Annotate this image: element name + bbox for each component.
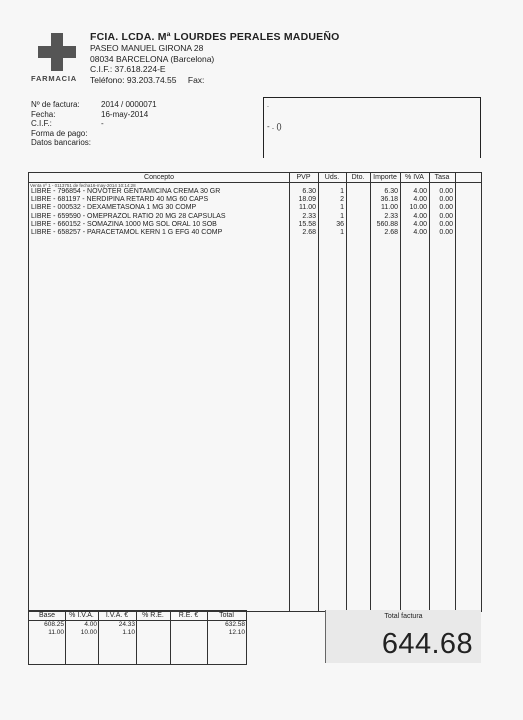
item-rows [29, 188, 481, 237]
company-phone: Teléfono: 93.203.74.55 [90, 74, 177, 85]
company-cif: C.I.F.: 37.618.224-E [90, 64, 166, 75]
sale-reference: Venta nº 1 - 0113751 de fecha16-may-2014 10:14:28 [30, 183, 136, 188]
items-table [28, 172, 482, 612]
table-row [29, 196, 481, 204]
invoice-cif: - [101, 119, 104, 128]
item-tasa: 0.00 [439, 188, 453, 195]
invoice-info [31, 100, 157, 148]
item-tasa: 0.00 [439, 228, 453, 236]
column-divider [429, 173, 430, 611]
item-concepto: LIBRE - 796854 - NOVOTER GENTAMICINA CREMA 30 GR [31, 188, 221, 195]
logo-text: FARMACIA [31, 74, 77, 83]
item-pvp: 2.68 [302, 228, 316, 236]
column-header-total: Total [219, 612, 234, 619]
client-line-2: - . () [267, 122, 282, 131]
column-header-re-pct: % R.E. [142, 612, 164, 619]
item-iva: 4.00 [413, 228, 427, 236]
tax-iva-pct: 10.00 [80, 629, 97, 636]
column-header-pvp: PVP [296, 174, 311, 181]
item-uds: 36 [336, 220, 344, 228]
column-header-base: Base [39, 612, 55, 619]
tax-total: 632.58 [225, 621, 245, 628]
item-iva: 10.00 [409, 204, 427, 212]
item-iva: 4.00 [413, 220, 427, 228]
redaction-mask [267, 115, 479, 145]
tax-base: 608.25 [44, 621, 64, 628]
item-importe: 2.68 [384, 228, 398, 236]
column-header-iva-pct: % I.V.A. [69, 612, 94, 619]
item-uds: 2 [340, 196, 344, 204]
table-row [29, 188, 481, 196]
table-row [29, 213, 481, 221]
invoice-date: 16-may-2014 [101, 109, 149, 119]
item-iva: 4.00 [413, 196, 427, 204]
column-header-dto: Dto. [351, 174, 365, 181]
column-header-concepto: Concepto [144, 174, 174, 181]
invoice-cif-label: C.I.F.: [31, 119, 52, 128]
column-header-tasa: Tasa [434, 174, 450, 181]
pharmacy-cross-icon [38, 33, 76, 71]
item-importe: 6.30 [384, 188, 398, 195]
tax-iva-eur: 1.10 [122, 629, 135, 636]
column-header-re-eur: R.E. € [178, 612, 199, 619]
tax-summary-table [28, 610, 247, 665]
item-iva: 4.00 [413, 188, 427, 195]
column-divider [318, 173, 319, 611]
column-divider [346, 173, 347, 611]
item-uds: 1 [340, 204, 344, 212]
item-concepto: LIBRE - 658257 - PARACETAMOL KERN 1 G EFG 40 COMP [31, 228, 223, 236]
item-iva: 4.00 [413, 212, 427, 220]
item-tasa: 0.00 [439, 196, 453, 204]
item-tasa: 0.00 [439, 204, 453, 212]
item-concepto: LIBRE - 660152 - SOMAZINA 1000 MG SOL ORAL 10 SOB [31, 220, 217, 228]
column-header-uds: Uds. [324, 174, 340, 181]
item-tasa: 0.00 [439, 220, 453, 228]
item-pvp: 2.33 [302, 212, 316, 220]
tax-iva-pct: 4.00 [84, 621, 97, 628]
item-concepto: LIBRE - 000532 - DEXAMETASONA 1 MG 30 COMP [31, 204, 197, 212]
invoice-number-label: Nº de factura: [31, 100, 80, 109]
column-divider [400, 173, 401, 611]
column-header-importe: Importe [373, 174, 397, 181]
company-city: 08034 BARCELONA (Barcelona) [90, 53, 215, 64]
item-concepto: LIBRE - 659590 - OMEPRAZOL RATIO 20 MG 28 CAPSULAS [31, 212, 226, 220]
company-name: FCIA. LCDA. Mª LOURDES PERALES MADUEÑO [90, 31, 340, 43]
table-row [29, 204, 481, 212]
invoice-number: 2014 / 0000071 [101, 100, 157, 109]
table-row [29, 221, 481, 229]
item-uds: 1 [340, 212, 344, 220]
item-uds: 1 [340, 228, 344, 236]
bank-data-label: Datos bancarios: [31, 138, 92, 147]
payment-method-label: Forma de pago: [31, 128, 88, 138]
item-importe: 11.00 [381, 204, 398, 212]
company-info [90, 31, 340, 85]
item-tasa: 0.00 [439, 212, 453, 220]
invoice-total-box [325, 610, 481, 663]
tax-iva-eur: 24.33 [118, 621, 135, 628]
item-importe: 560.88 [376, 220, 398, 228]
item-pvp: 6.30 [302, 188, 316, 195]
column-divider [289, 173, 290, 611]
client-address-box [263, 97, 481, 158]
company-fax: Fax: [187, 74, 205, 85]
column-divider [455, 173, 456, 611]
invoice-total-value: 644.68 [381, 628, 473, 660]
item-pvp: 11.00 [299, 204, 316, 212]
item-pvp: 18.09 [298, 196, 316, 204]
tax-total: 12.10 [228, 629, 245, 636]
invoice-total-label: Total factura [384, 613, 423, 620]
column-header-iva: % IVA [405, 174, 424, 181]
item-concepto: LIBRE - 681197 - NERDIPINA RETARD 40 MG 60 CAPS [31, 196, 209, 204]
company-phone-line [90, 75, 340, 86]
client-line-1: . [267, 102, 269, 109]
item-uds: 1 [340, 188, 344, 195]
tax-base: 11.00 [48, 629, 64, 636]
item-pvp: 15.58 [298, 220, 316, 228]
item-importe: 2.33 [384, 212, 398, 220]
company-address: PASEO MANUEL GIRONA 28 [90, 43, 204, 53]
item-importe: 36.18 [380, 196, 398, 204]
invoice-date-label: Fecha: [31, 109, 56, 119]
column-header-iva-eur: I.V.A. € [105, 612, 129, 619]
table-row [29, 229, 481, 237]
column-divider [370, 173, 371, 611]
